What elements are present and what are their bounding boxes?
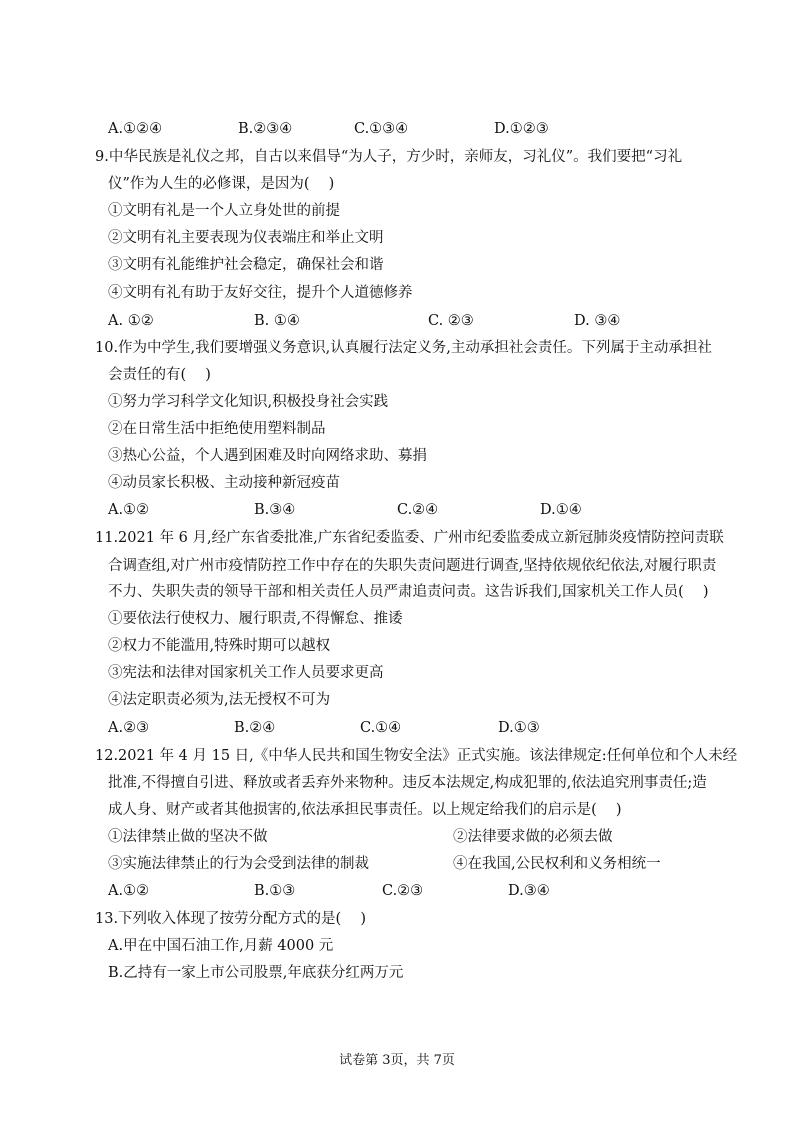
q10-option-b: B.③④ [254,502,296,518]
q10-option-c: C.②④ [397,502,439,518]
q11-option-b: B.②④ [234,720,276,736]
q11-stem-line-2: 合调查组,对广州市疫情防控工作中存在的失职失责问题进行调查,坚持依规依纪依法,对履行职责 [108,558,717,574]
q12-stem-line-1: 12.2021 年 4 月 15 日,《中华人民共和国生物安全法》正式实施。该法律规定:任何单位和个人未经 [95,748,738,764]
q9-item-2: ②文明有礼主要表现为仪表端庄和举止文明 [108,230,384,246]
q9-item-4: ④文明有礼有助于友好交往，提升个人道德修养 [108,285,413,301]
q10-option-a: A.①② [108,502,150,518]
q11-stem-line-1: 11.2021 年 6 月,经广东省委批准,广东省纪委监委、广州市纪委监委成立新冠肺炎疫情防控问责联 [95,530,724,546]
q8-option-a: A.①②④ [108,121,163,137]
q9-item-3: ③文明有礼能维护社会稳定，确保社会和谐 [108,257,384,273]
q10-item-4: ④动员家长积极、主动接种新冠疫苗 [108,475,340,491]
q10-stem-line-1: 10.作为中学生,我们要增强义务意识,认真履行法定义务,主动承担社会责任。下列属于主动承担社 [95,340,712,356]
q12-item-1: ①法律禁止做的坚决不做 [108,829,268,845]
q9-stem-line-2: 仪”作为人生的必修课，是因为( ) [108,176,335,192]
q12-item-2: ②法律要求做的必须去做 [453,829,613,845]
q12-option-b: B.①③ [254,883,296,899]
q10-item-1: ①努力学习科学文化知识,积极投身社会实践 [108,394,389,410]
q12-item-4: ④在我国,公民权利和义务相统一 [453,856,661,872]
q10-item-3: ③热心公益，个人遇到困难及时向网络求助、募捐 [108,448,427,464]
q13-stem-line-1: 13.下列收入体现了按劳分配方式的是( ) [95,911,366,927]
q11-option-c: C.①④ [360,720,402,736]
q9-option-d: D. ③④ [574,313,621,329]
q12-stem-line-3: 成人身、财产或者其他损害的,依法承担民事责任。以上规定给我们的启示是( ) [108,802,622,818]
q12-item-3: ③实施法律禁止的行为会受到法律的制裁 [108,856,369,872]
q8-option-c: C.①③④ [354,121,409,137]
q11-item-2: ②权力不能滥用,特殊时期可以越权 [108,638,331,654]
page-footer: 试卷第 3页，共 7页 [339,1053,455,1068]
q13-option-b: B.乙持有一家上市公司股票,年底获分红两万元 [108,965,404,981]
q11-option-a: A.②③ [108,720,150,736]
q11-stem-line-3: 不力、失职失责的领导干部和相关责任人员严肃追责问责。这告诉我们,国家机关工作人员( ) [108,584,709,600]
q11-item-3: ③宪法和法律对国家机关工作人员要求更高 [108,665,384,681]
q10-item-2: ②在日常生活中拒绝使用塑料制品 [108,421,326,437]
q9-item-1: ①文明有礼是一个人立身处世的前提 [108,203,340,219]
q8-option-d: D.①②③ [494,121,549,137]
q11-option-d: D.①③ [498,720,540,736]
q10-option-d: D.①④ [540,502,582,518]
q8-option-b: B.②③④ [238,121,293,137]
q12-stem-line-2: 批准,不得擅自引进、释放或者丢弃外来物种。违反本法规定,构成犯罪的,依法追究刑事责任;造 [108,775,707,791]
q9-option-a: A. ①② [108,313,154,329]
q11-item-4: ④法定职责必须为,法无授权不可为 [108,692,331,708]
q12-option-a: A.①② [108,883,150,899]
q12-option-c: C.②③ [382,883,424,899]
q12-option-d: D.③④ [508,883,550,899]
q9-option-b: B. ①④ [254,313,300,329]
q9-option-c: C. ②③ [428,313,474,329]
q10-stem-line-2: 会责任的有( ) [108,367,211,383]
q13-option-a: A.甲在中国石油工作,月薪 4000 元 [108,938,334,954]
q9-stem-line-1: 9.中华民族是礼仪之邦，自古以来倡导“为人子，方少时，亲师友，习礼仪”。我们要把“习礼 [95,149,683,165]
q11-item-1: ①要依法行使权力、履行职责,不得懈怠、推诿 [108,611,403,627]
